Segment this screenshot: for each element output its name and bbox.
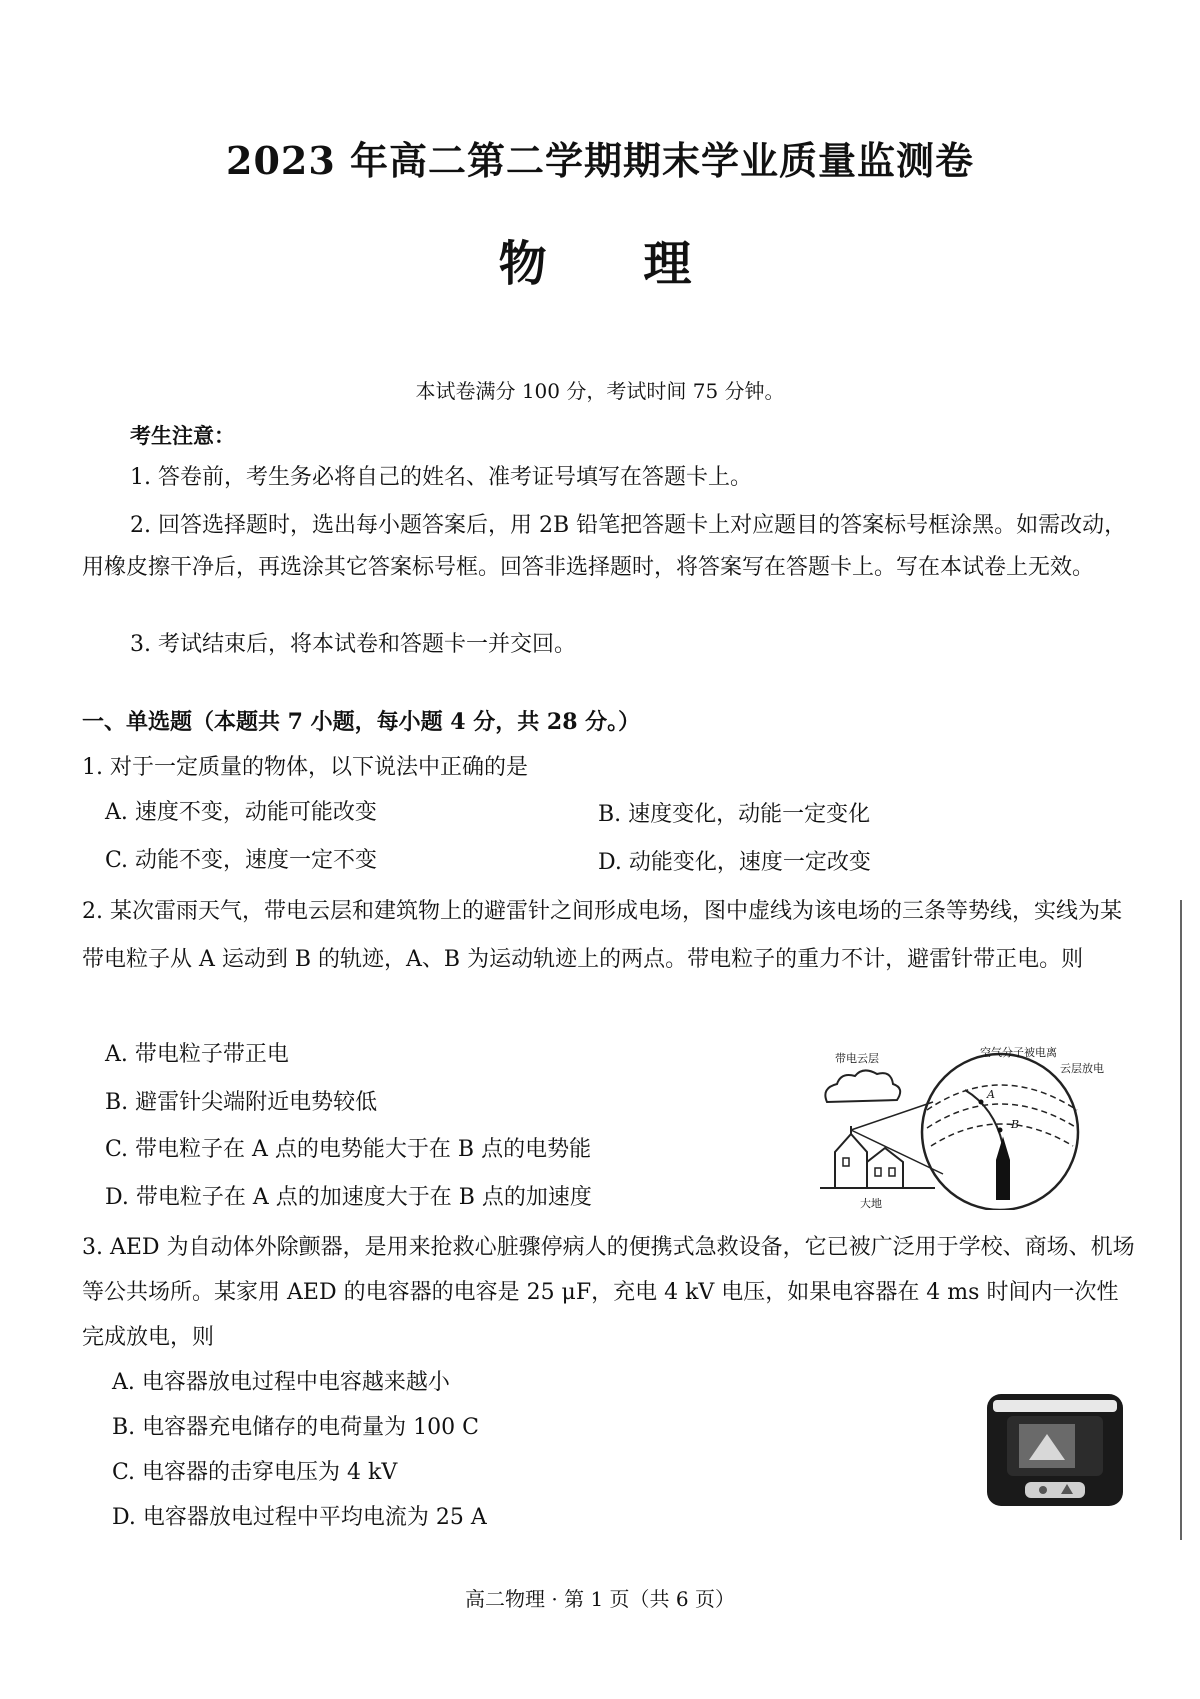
question-3-stem: 3. AED 为自动体外除颤器，是用来抢救心脏骤停病人的便携式急救设备，它已被广泛用于学校、商场、机场等公共场所。某家用 AED 的电容器的电容是 25 μF，充电 4 kV 电压，如果电容器在 4 ms 时间内一次性完成放电，则 — [82, 1235, 1135, 1350]
lightning-field-figure — [815, 1046, 1125, 1210]
lightning-rod — [997, 1140, 1009, 1200]
cloud-shape — [825, 1070, 900, 1102]
question-1-option-a: A. 速度不变，动能可能改变 — [105, 800, 377, 825]
house-shape — [867, 1148, 903, 1188]
notice-item-2: 2. 回答选择题时，选出每小题答案后，用 2B 铅笔把答题卡上对应题目的答案标号框涂黑。如需改动，用橡皮擦干净后，再选涂其它答案标号框。回答非选择题时，将答案写在答题卡上。写在本试卷上无效。 — [82, 513, 1127, 580]
question-1-stem: 1. 对于一定质量的物体，以下说法中正确的是 — [82, 755, 528, 780]
question-2-stem: 2. 某次雷雨天气，带电云层和建筑物上的避雷针之间形成电场，图中虚线为该电场的三条等势线，实线为某带电粒子从 A 运动到 B 的轨迹，A、B 为运动轨迹上的两点。带电粒子的重力不计，避雷针带正电。则 — [82, 899, 1122, 972]
question-3-option-a: A. 电容器放电过程中电容越来越小 — [112, 1370, 450, 1395]
building-shape — [835, 1134, 867, 1188]
exam-title: 2023 年高二第二学期期末学业质量监测卷 — [226, 138, 974, 183]
cloud-label: 带电云层 — [835, 1052, 879, 1065]
question-2-option-c: C. 带电粒子在 A 点的电势能大于在 B 点的电势能 — [105, 1137, 592, 1162]
question-1-option-b: B. 速度变化，动能一定变化 — [598, 802, 871, 827]
question-3-option-d: D. 电容器放电过程中平均电流为 25 A — [112, 1505, 487, 1530]
question-1-option-d: D. 动能变化，速度一定改变 — [598, 850, 871, 875]
section-heading: 一、单选题（本题共 7 小题，每小题 4 分，共 28 分。） — [82, 709, 641, 735]
particle-trajectory — [965, 1090, 1003, 1146]
ionized-air-label: 空气分子被电离 — [980, 1046, 1057, 1059]
notice-item-3: 3. 考试结束后，将本试卷和答题卡一并交回。 — [130, 632, 576, 657]
notice-heading: 考生注意： — [130, 423, 235, 448]
point-b-label: B — [1011, 1118, 1020, 1131]
scan-edge-line — [1180, 900, 1182, 1540]
ground-label: 大地 — [860, 1197, 882, 1210]
aed-device-image — [985, 1390, 1125, 1510]
point-a-label: A — [987, 1088, 995, 1101]
question-3-option-b: B. 电容器充电储存的电荷量为 100 C — [112, 1415, 479, 1440]
question-1-option-c: C. 动能不变，速度一定不变 — [105, 848, 378, 873]
question-2-option-d: D. 带电粒子在 A 点的加速度大于在 B 点的加速度 — [105, 1185, 592, 1210]
discharge-label: 云层放电 — [1060, 1062, 1104, 1075]
question-3-option-c: C. 电容器的击穿电压为 4 kV — [112, 1460, 398, 1485]
exam-meta: 本试卷满分 100 分，考试时间 75 分钟。 — [415, 379, 785, 403]
page-footer: 高二物理 · 第 1 页（共 6 页） — [465, 1587, 735, 1611]
notice-item-1: 1. 答卷前，考生务必将自己的姓名、准考证号填写在答题卡上。 — [130, 465, 752, 490]
question-2-option-a: A. 带电粒子带正电 — [105, 1042, 289, 1067]
subject-title: 物 理 — [498, 236, 732, 292]
question-2-option-b: B. 避雷针尖端附近电势较低 — [105, 1090, 378, 1115]
equipotential-line — [927, 1085, 1077, 1110]
